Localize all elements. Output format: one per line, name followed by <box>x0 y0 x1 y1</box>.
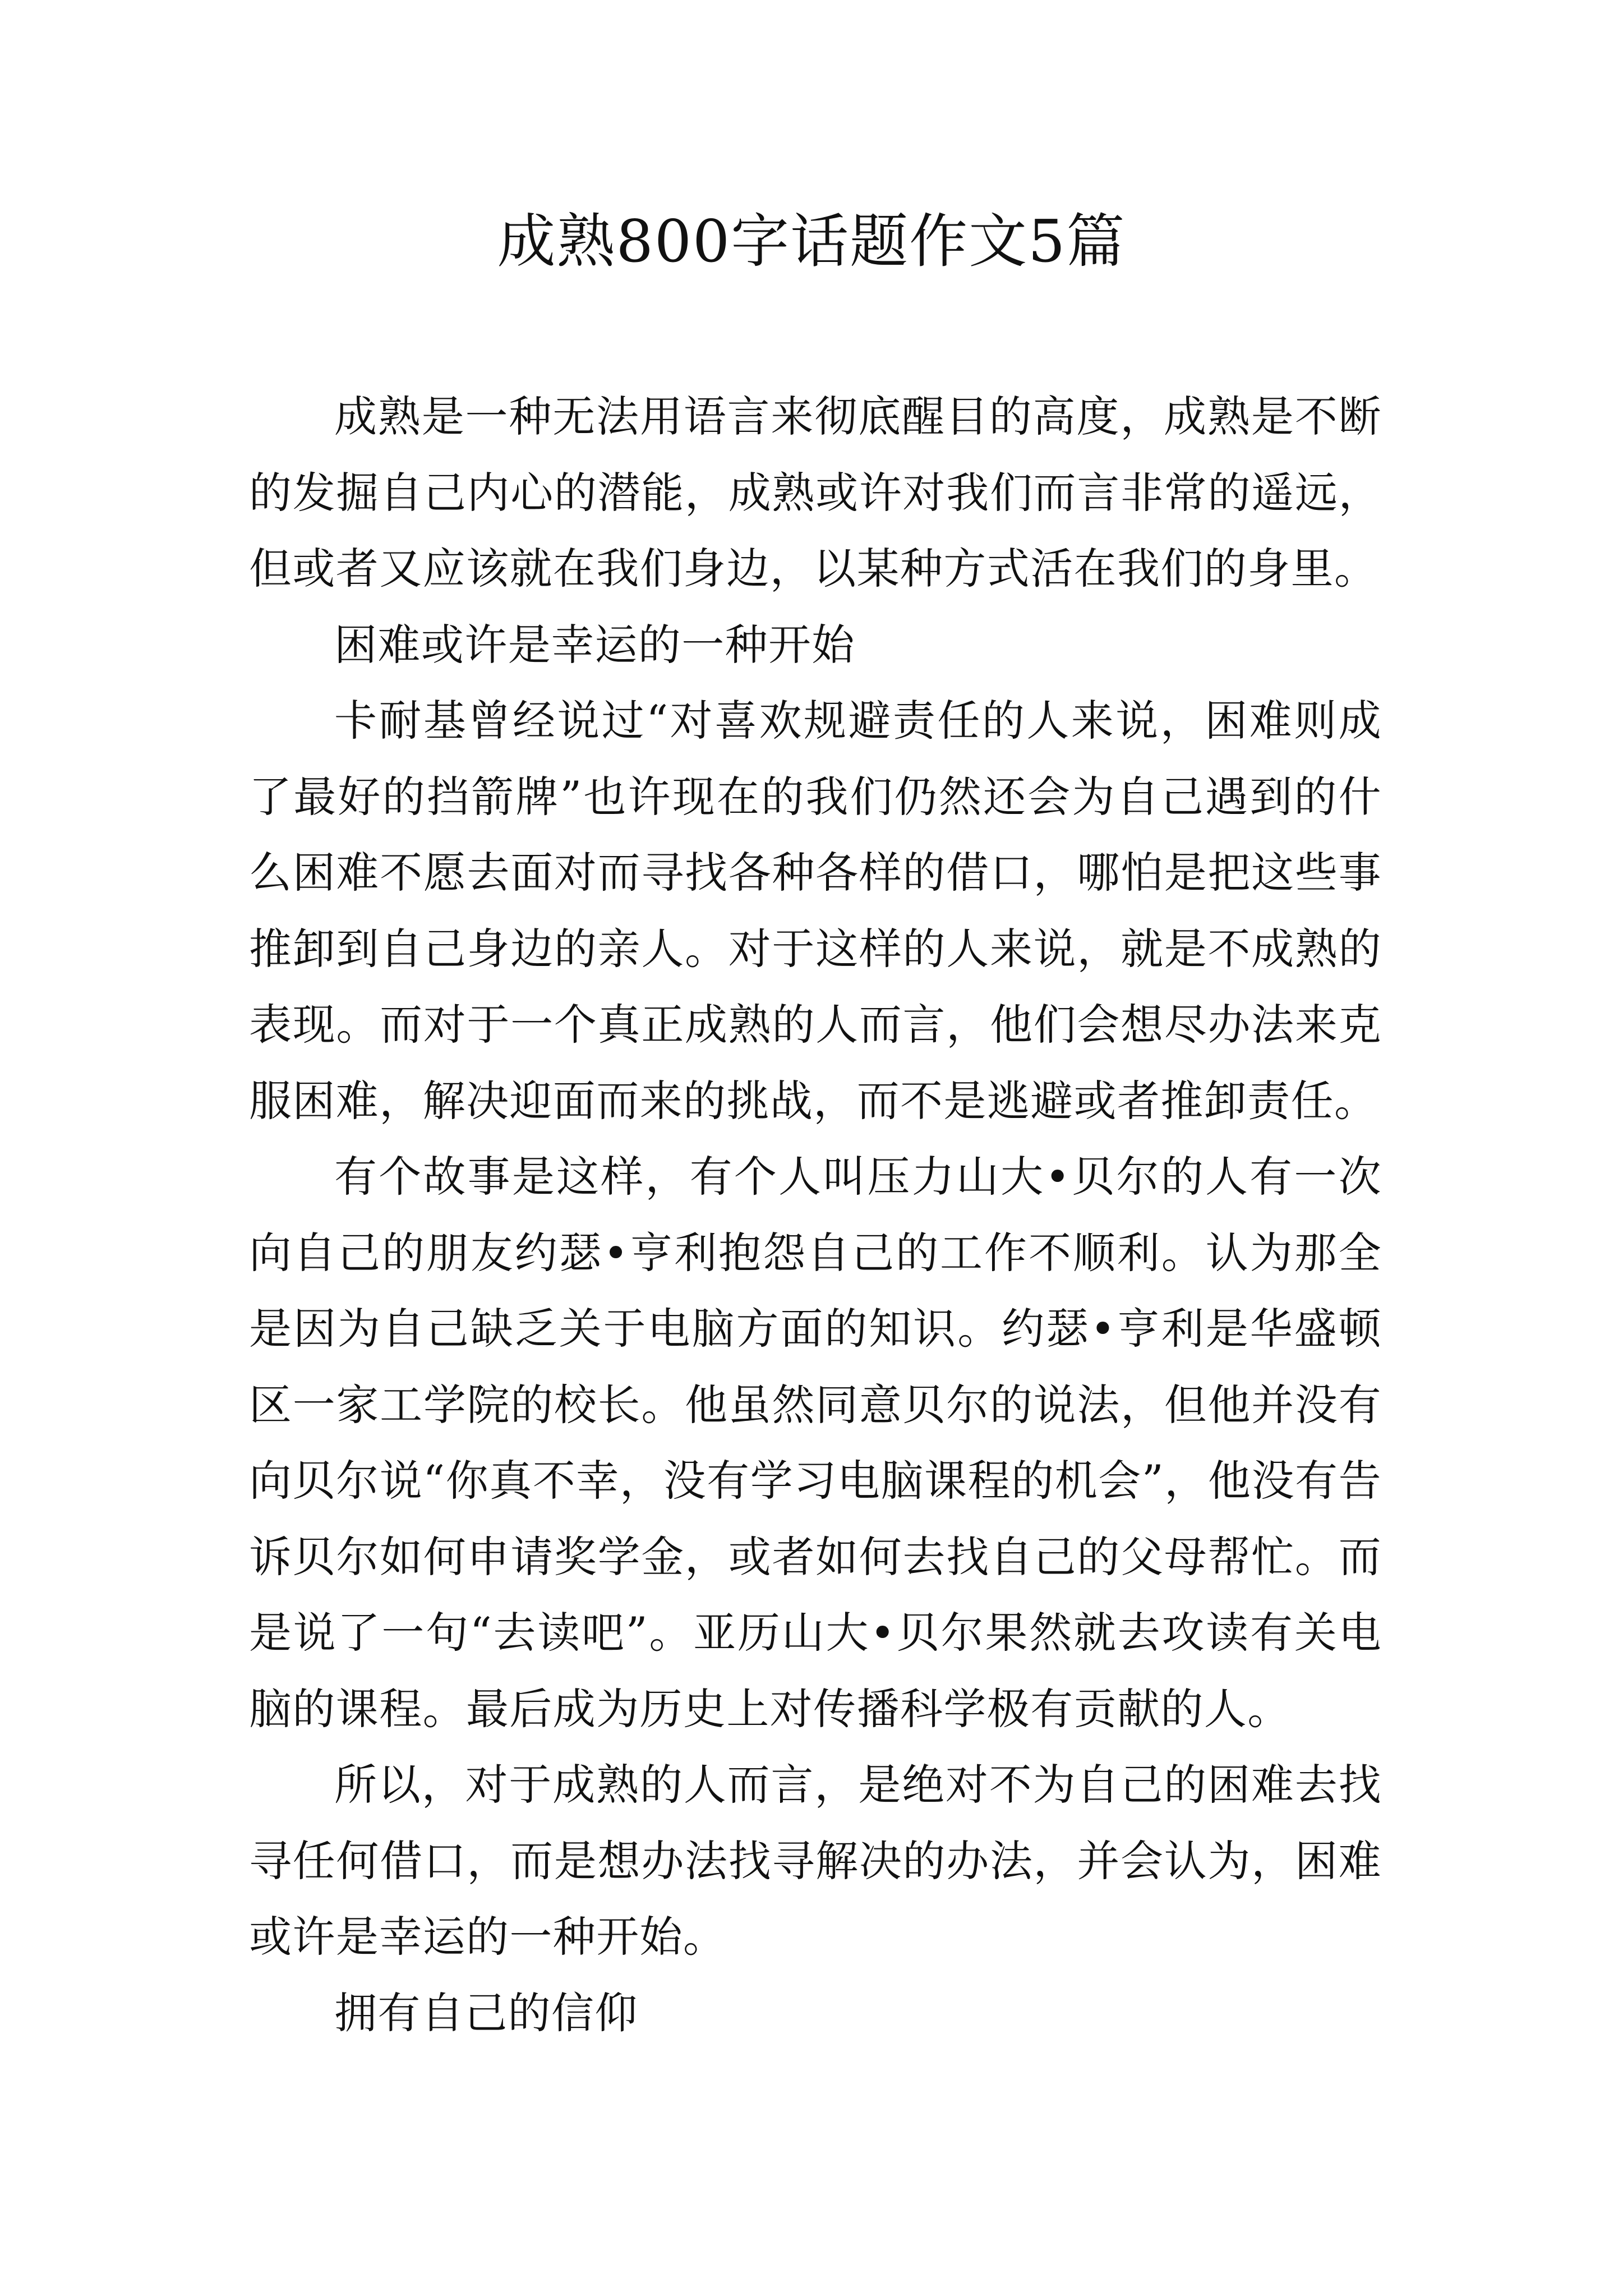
paragraph-bell-story: 有个故事是这样，有个人叫压力山大•贝尔的人有一次向自己的朋友约瑟•亨利抱怨自己的工作不顺利。认为那全是因为自己缺乏关于电脑方面的知识。约瑟•亨利是华盛顿区一家工学院的校长。他虽然同意贝尔的说法，但他并没有向贝尔说“你真不幸，没有学习电脑课程的机会”，他没有告诉贝尔如何申请奖学金，或者如何去找自己的父母帮忙。而是说了一句“去读吧”。亚历山大•贝尔果然就去攻读有关电脑的课程。最后成为历史上对传播科学极有贡献的人。 <box>249 1152 1382 1734</box>
paragraph-carnegie: 卡耐基曾经说过“对喜欢规避责任的人来说，困难则成了最好的挡箭牌”也许现在的我们仍然还会为自己遇到的什么困难不愿去面对而寻找各种各样的借口，哪怕是把这些事推卸到自己身边的亲人。对于这样的人来说，就是不成熟的表现。而对于一个真正成熟的人而言，他们会想尽办法来克服困难，解决迎面而来的挑战，而不是逃避或者推卸责任。 <box>249 696 1382 1126</box>
document-body <box>249 379 1382 2051</box>
subheading-difficulty: 困难或许是幸运的一种开始 <box>334 619 855 670</box>
paragraph-conclusion: 所以，对于成熟的人而言，是绝对不为自己的困难去找寻任何借口，而是想办法找寻解决的办法，并会认为，困难或许是幸运的一种开始。 <box>249 1760 1382 1962</box>
document-title: 成熟800字话题作文5篇 <box>497 207 1126 275</box>
paragraph-intro: 成熟是一种无法用语言来彻底醒目的高度，成熟是不断的发掘自己内心的潜能，成熟或许对我们而言非常的遥远，但或者又应该就在我们身边，以某种方式活在我们的身里。 <box>249 392 1382 593</box>
subheading-belief: 拥有自己的信仰 <box>334 1987 638 2038</box>
